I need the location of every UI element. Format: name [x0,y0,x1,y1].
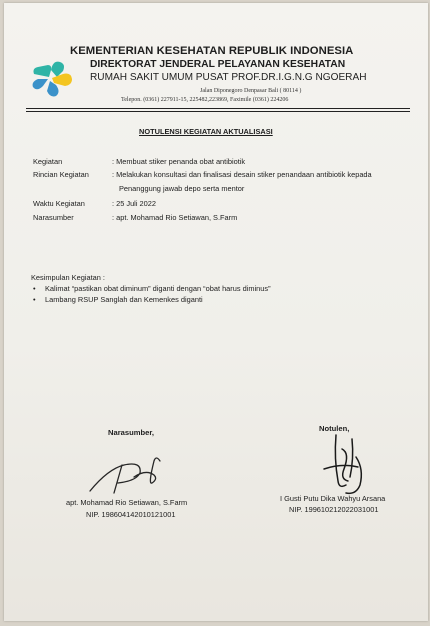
document-page [4,3,428,621]
conclusion-list [33,283,271,305]
left-signatory-name: apt. Mohamad Rio Setiawan, S.Farm [66,498,188,507]
left-signatory-nip: NIP. 198604142010121001 [86,510,176,519]
directorate-name: DIREKTORAT JENDERAL PELAYANAN KESEHATAN [90,59,346,70]
rincian-label: Rincian Kegiatan [33,170,89,179]
right-signatory-name: I Gusti Putu Dika Wahyu Arsana [280,494,386,503]
hospital-name: RUMAH SAKIT UMUM PUSAT PROF.DR.I.G.N.G NGOERAH [90,72,367,83]
narasumber-value: : apt. Mohamad Rio Setiawan, S.Farm [112,213,238,222]
rincian-continuation: Penanggung jawab depo serta mentor [119,184,245,193]
kegiatan-value: : Membuat stiker penanda obat antibiotik [112,157,246,166]
right-signature-title: Notulen, [319,424,350,433]
document-title: NOTULENSI KEGIATAN AKTUALISASI [139,127,273,136]
address: Jalan Diponegoro Denpasar Bali ( 80114 ) [200,88,302,94]
list-item: • Kalimat “pastikan obat diminum” diganti dengan “obat harus diminus” [33,283,271,294]
header-divider-thin [26,111,410,112]
right-signature [316,429,376,501]
ministry-name: KEMENTERIAN KESEHATAN REPUBLIK INDONESIA [70,45,354,57]
kegiatan-label: Kegiatan [33,157,63,166]
left-signature [84,449,174,499]
waktu-label: Waktu Kegiatan [33,199,85,208]
header-divider [26,108,410,109]
rincian-value: : Melakukan konsultasi dan finalisasi desain stiker penandaan antibiotik kepada [112,170,372,179]
conclusion-heading: Kesimpulan Kegiatan : [31,273,105,282]
left-signature-title: Narasumber, [108,428,155,437]
kemenkes-logo [30,56,76,100]
phone-fax: Telepon. (0361) 227911-15, 225482,223869, Faximile (0361) 224206 [121,97,289,103]
narasumber-label: Narasumber [33,213,74,222]
list-item: • Lambang RSUP Sanglah dan Kemenkes diganti [33,294,271,305]
waktu-value: : 25 Juli 2022 [112,199,156,208]
right-signatory-nip: NIP. 199610212022031001 [289,505,379,514]
